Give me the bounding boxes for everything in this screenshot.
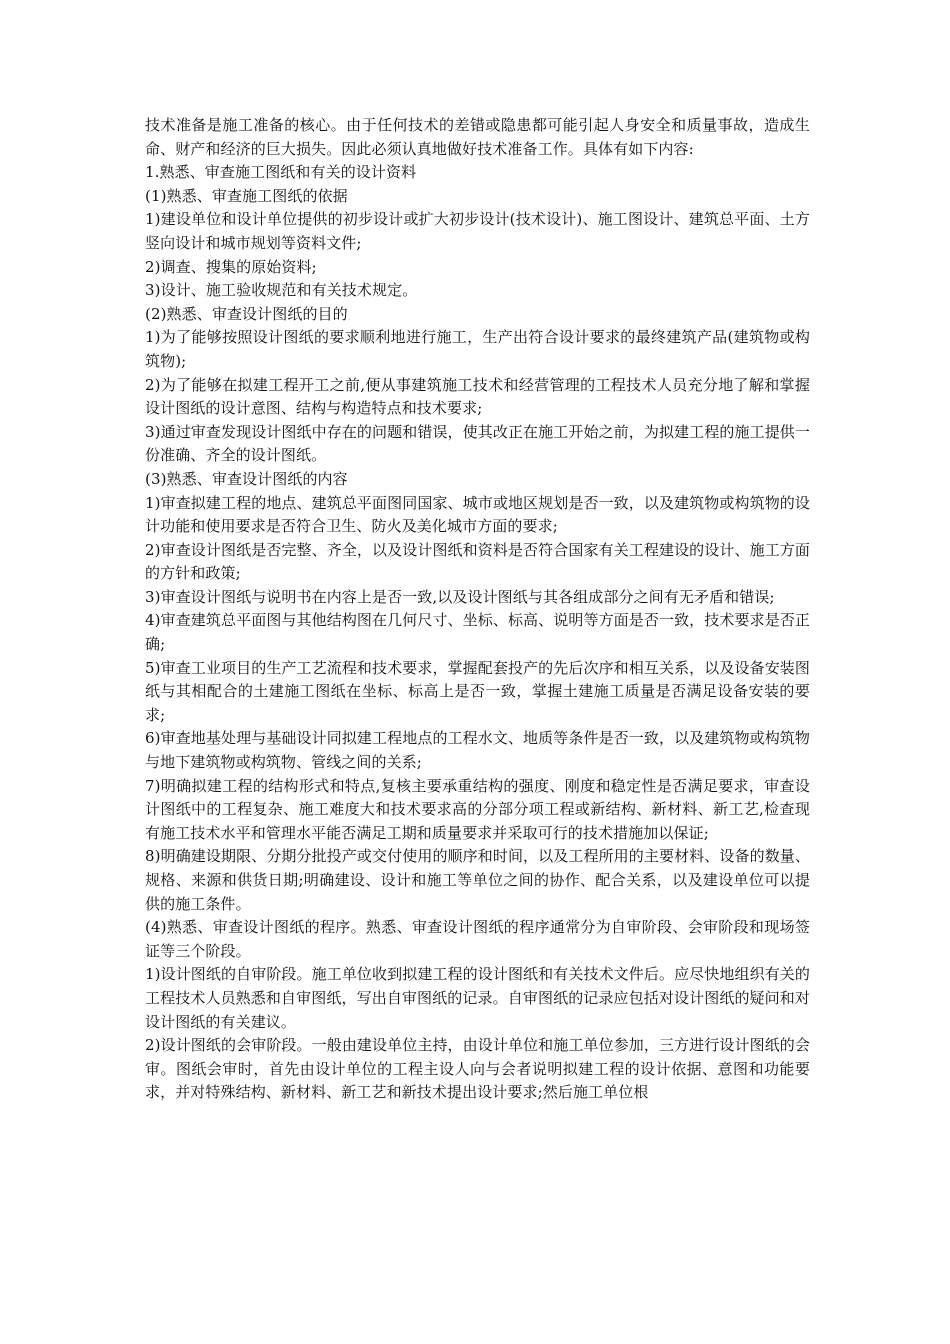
list-item: 1)建设单位和设计单位提供的初步设计或扩大初步设计(技术设计)、施工图设计、建筑总平面、土方竖向设计和城市规划等资料文件; (145, 210, 810, 252)
list-item: 3)审查设计图纸与说明书在内容上是否一致,以及设计图纸与其各组成部分之间有无矛盾和错误; (145, 587, 775, 606)
list-item: 4)审查建筑总平面图与其他结构图在几何尺寸、坐标、标高、说明等方面是否一致，技术要求是否正确; (145, 611, 810, 654)
list-item: 7)明确拟建工程的结构形式和特点,复核主要承重结构的强度、刚度和稳定性是否满足要求，审查设计图纸中的工程复杂、施工难度大和技术要求高的分部分项工程或新结构、新材料、新工艺,检查现有施工技术水平和管理水平能否满足工期和质量要求并采取可行的技术措施加以保证; (145, 776, 810, 842)
section-heading-1: 1.熟悉、审查施工图纸和有关的设计资料 (145, 163, 417, 182)
list-item: 2)调查、搜集的原始资料; (145, 257, 317, 276)
paragraph-intro: 技术准备是施工准备的核心。由于任何技术的差错或隐患都可能引起人身安全和质量事故，造成生命、财产和经济的巨大损失。因此必须认真地做好技术准备工作。具体有如下内容: (145, 116, 810, 158)
subsection-heading-4: (4)熟悉、审查设计图纸的程序。熟悉、审查设计图纸的程序通常分为自审阶段、会审阶段和现场签证等三个阶段。 (145, 918, 810, 960)
list-item: 3)设计、施工验收规范和有关技术规定。 (145, 281, 418, 300)
document-body (145, 114, 810, 1105)
list-item: 1)审查拟建工程的地点、建筑总平面图同国家、城市或地区规划是否一致，以及建筑物或构筑物的设计功能和使用要求是否符合卫生、防火及美化城市方面的要求; (145, 493, 810, 536)
list-item: 2)为了能够在拟建工程开工之前,便从事建筑施工技术和经营管理的工程技术人员充分地了解和掌握设计图纸的设计意图、结构与构造特点和技术要求; (145, 375, 810, 418)
subsection-heading-1: (1)熟悉、审查施工图纸的依据 (145, 186, 348, 205)
list-item: 1)为了能够按照设计图纸的要求顺利地进行施工，生产出符合设计要求的最终建筑产品(建筑物或构筑物); (145, 328, 810, 370)
subsection-heading-2: (2)熟悉、审查设计图纸的目的 (145, 304, 348, 323)
list-item: 5)审查工业项目的生产工艺流程和技术要求，掌握配套投产的先后次序和相互关系，以及设备安装图纸与其相配合的土建施工图纸在坐标、标高上是否一致，掌握土建施工质量是否满足设备安装的要求; (145, 658, 810, 724)
subsection-heading-3: (3)熟悉、审查设计图纸的内容 (145, 469, 348, 488)
list-item: 2)审查设计图纸是否完整、齐全，以及设计图纸和资料是否符合国家有关工程建设的设计、施工方面的方针和政策; (145, 540, 810, 583)
list-item: 3)通过审查发现设计图纸中存在的问题和错误，使其改正在施工开始之前，为拟建工程的施工提供一份准确、齐全的设计图纸。 (145, 422, 810, 465)
list-item: 6)审查地基处理与基础设计同拟建工程地点的工程水文、地质等条件是否一致，以及建筑物或构筑物与地下建筑物或构筑物、管线之间的关系; (145, 729, 810, 772)
list-item: 1)设计图纸的自审阶段。施工单位收到拟建工程的设计图纸和有关技术文件后。应尽快地组织有关的工程技术人员熟悉和自审图纸，写出自审图纸的记录。自审图纸的记录应包括对设计图纸的疑问和对设计图纸的有关建议。 (145, 965, 810, 1031)
list-item: 8)明确建设期限、分期分批投产或交付使用的顺序和时间，以及工程所用的主要材料、设备的数量、规格、来源和供货日期;明确建设、设计和施工等单位之间的协作、配合关系，以及建设单位可以提供的施工条件。 (145, 847, 810, 913)
list-item: 2)设计图纸的会审阶段。一般由建设单位主持，由设计单位和施工单位参加，三方进行设计图纸的会审。图纸会审时，首先由设计单位的工程主设人向与会者说明拟建工程的设计依据、意图和功能要求，并对特殊结构、新材料、新工艺和新技术提出设计要求;然后施工单位根 (145, 1036, 810, 1102)
